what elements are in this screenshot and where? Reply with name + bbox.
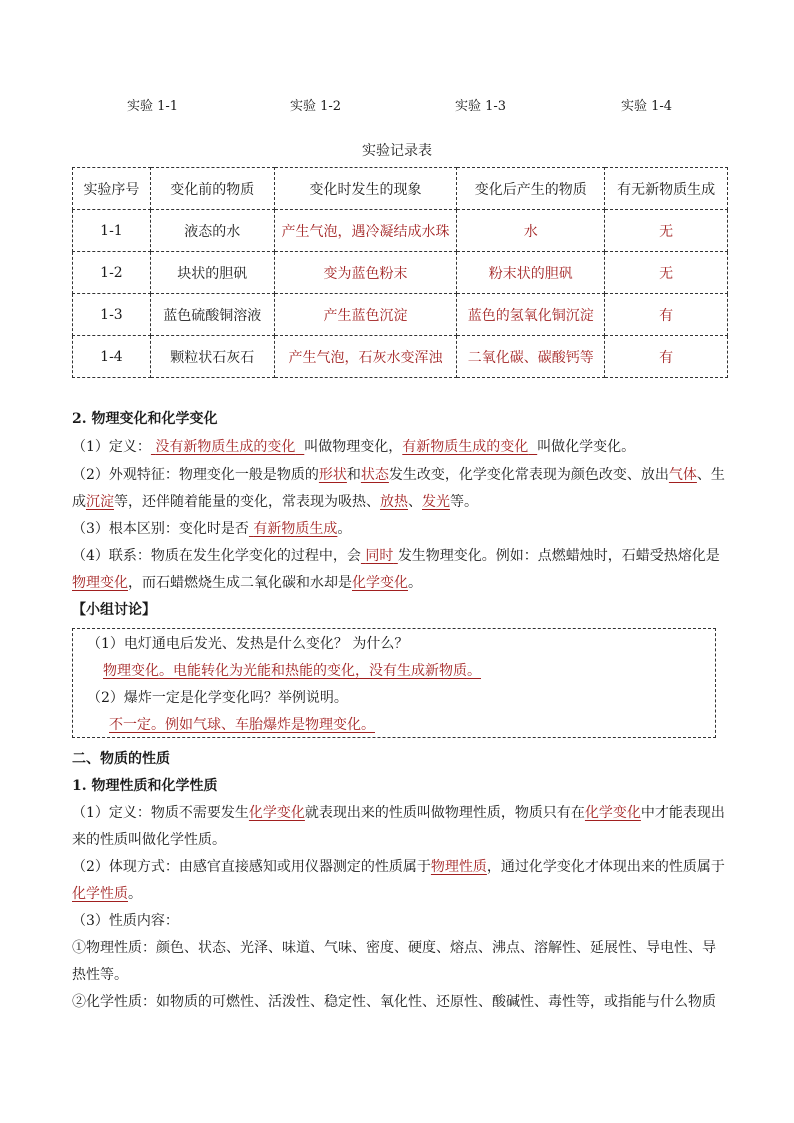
link-line-2 — [72, 573, 732, 593]
table-row — [73, 294, 728, 336]
cell-id: 1-2 — [73, 252, 151, 294]
text: 、生 — [696, 467, 725, 483]
part-heading: 二、物质的性质 — [72, 751, 170, 767]
table-row — [73, 252, 728, 294]
experiment-label: 实验 1-2 — [290, 99, 342, 114]
experiment-label: 实验 1-1 — [127, 99, 179, 114]
cell-id: 1-3 — [73, 294, 151, 336]
experiment-label: 实验 1-3 — [455, 99, 507, 114]
difference-line — [72, 519, 732, 539]
experiment-label: 实验 1-4 — [621, 99, 673, 114]
cell-phenomenon: 产生气泡，遇冷凝结成水珠 — [274, 210, 457, 252]
text: （2）体现方式：由感官直接感知或用仪器测定的性质属于 — [72, 859, 431, 875]
property-definition-line-1 — [72, 803, 732, 823]
text: （3）根本区别：变化时是否 — [72, 521, 249, 537]
text: 叫做化学变化。 — [537, 439, 636, 455]
text: 叫做物理变化， — [304, 439, 403, 455]
cell-new-substance: 无 — [605, 210, 728, 252]
cell-phenomenon: 变为蓝色粉末 — [274, 252, 457, 294]
table-row — [73, 210, 728, 252]
column-header: 变化时发生的现象 — [274, 168, 457, 210]
answer-1: 物理变化。电能转化为光能和热能的变化，没有生成新物质。 — [103, 663, 481, 679]
answer-blank: 同时 — [365, 548, 394, 564]
answer-blank: 化学变化 — [248, 805, 305, 821]
text: ，通过化学变化才体现出来的性质属于 — [486, 859, 725, 875]
expression-line-2 — [72, 884, 732, 904]
text: 和 — [346, 467, 361, 483]
text: 等。 — [450, 494, 478, 510]
text: ，而石蜡燃烧生成二氧化碳和水却是 — [128, 575, 352, 591]
cell-after: 二氧化碳、碳酸钙等 — [457, 336, 605, 378]
answer-blank: 沉淀 — [86, 494, 114, 510]
answer-blank: 物理性质 — [430, 859, 487, 875]
text: 就表现出来的性质叫做物理性质，物质只有在 — [304, 805, 585, 821]
sub-heading: 1. 物理性质和化学性质 — [72, 778, 218, 794]
text: 等，还伴随着能量的变化，常表现为吸热、 — [114, 494, 380, 510]
physical-properties-line-1: ①物理性质：颜色、状态、光泽、味道、气味、密度、硬度、熔点、沸点、溶解性、延展性、导电性、导 — [72, 940, 716, 956]
section-heading: 2. 物理变化和化学变化 — [72, 411, 218, 427]
question-1: （1）电灯通电后发光、发热是什么变化？ 为什么？ — [87, 636, 409, 652]
definition-line — [72, 437, 732, 457]
text: 、 — [408, 494, 422, 510]
answer-blank: 没有新物质生成的变化 — [155, 439, 296, 455]
cell-before: 液态的水 — [150, 210, 274, 252]
text: （4）联系：物质在发生化学变化的过程中，会 — [72, 548, 361, 564]
answer-blank: 化学性质 — [72, 886, 128, 902]
text: （1）定义：物质不需要发生 — [72, 805, 249, 821]
text: （1）定义： — [72, 439, 151, 455]
answer-blank: 有新物质生成的变化 — [402, 439, 529, 455]
answer-blank: 形状 — [318, 467, 347, 483]
cell-before: 块状的胆矾 — [150, 252, 274, 294]
text: 。 — [337, 521, 352, 537]
discussion-box — [72, 628, 716, 738]
cell-after: 粉末状的胆矾 — [457, 252, 605, 294]
chemical-properties-line-1: ②化学性质：如物质的可燃性、活泼性、稳定性、氧化性、还原性、酸碱性、毒性等，或指能与什么物质 — [72, 994, 716, 1010]
cell-before: 蓝色硫酸铜溶液 — [150, 294, 274, 336]
answer-blank: 状态 — [360, 467, 389, 483]
column-header: 变化后产生的物质 — [457, 168, 605, 210]
column-header: 实验序号 — [73, 168, 151, 210]
cell-phenomenon: 产生蓝色沉淀 — [274, 294, 457, 336]
answer-blank: 物理变化 — [72, 575, 128, 591]
text: 。 — [408, 575, 422, 591]
link-line-1 — [72, 546, 732, 566]
cell-before: 颗粒状石灰石 — [150, 336, 274, 378]
cell-id: 1-4 — [73, 336, 151, 378]
answer-blank: 气体 — [668, 467, 697, 483]
discussion-heading: 【小组讨论】 — [72, 602, 156, 618]
property-definition-line-2: 来的性质叫做化学性质。 — [72, 832, 226, 848]
text: 发生改变，化学变化常表现为颜色改变、放出 — [388, 467, 669, 483]
experiment-record-table — [72, 167, 728, 378]
answer-blank: 有新物质生成 — [253, 521, 338, 537]
cell-new-substance: 无 — [605, 252, 728, 294]
table-title: 实验记录表 — [362, 143, 432, 159]
cell-after: 水 — [457, 210, 605, 252]
question-2: （2）爆炸一定是化学变化吗？举例说明。 — [87, 690, 348, 706]
physical-properties-line-2: 热性等。 — [72, 967, 128, 983]
text: 中才能表现出 — [640, 805, 725, 821]
expression-line-1 — [72, 857, 732, 877]
cell-new-substance: 有 — [605, 294, 728, 336]
text: 成 — [72, 494, 86, 510]
cell-phenomenon: 产生气泡，石灰水变浑浊 — [274, 336, 457, 378]
answer-blank: 发光 — [422, 494, 450, 510]
text: 。 — [128, 886, 142, 902]
content-title: （3）性质内容： — [72, 913, 179, 929]
text: （2）外观特征：物理变化一般是物质的 — [72, 467, 319, 483]
column-header: 变化前的物质 — [150, 168, 274, 210]
column-header: 有无新物质生成 — [605, 168, 728, 210]
answer-blank: 化学变化 — [584, 805, 641, 821]
table-header-row — [73, 168, 728, 210]
feature-line-2 — [72, 492, 732, 512]
experiment-labels — [0, 95, 794, 115]
cell-after: 蓝色的氢氧化铜沉淀 — [457, 294, 605, 336]
answer-2: 不一定。例如气球、车胎爆炸是物理变化。 — [109, 717, 375, 733]
feature-line-1 — [72, 465, 732, 485]
cell-new-substance: 有 — [605, 336, 728, 378]
cell-id: 1-1 — [73, 210, 151, 252]
answer-blank: 化学变化 — [352, 575, 408, 591]
answer-blank: 放热 — [380, 494, 408, 510]
text: 发生物理变化。例如：点燃蜡烛时，石蜡受热熔化是 — [397, 548, 720, 564]
table-row — [73, 336, 728, 378]
